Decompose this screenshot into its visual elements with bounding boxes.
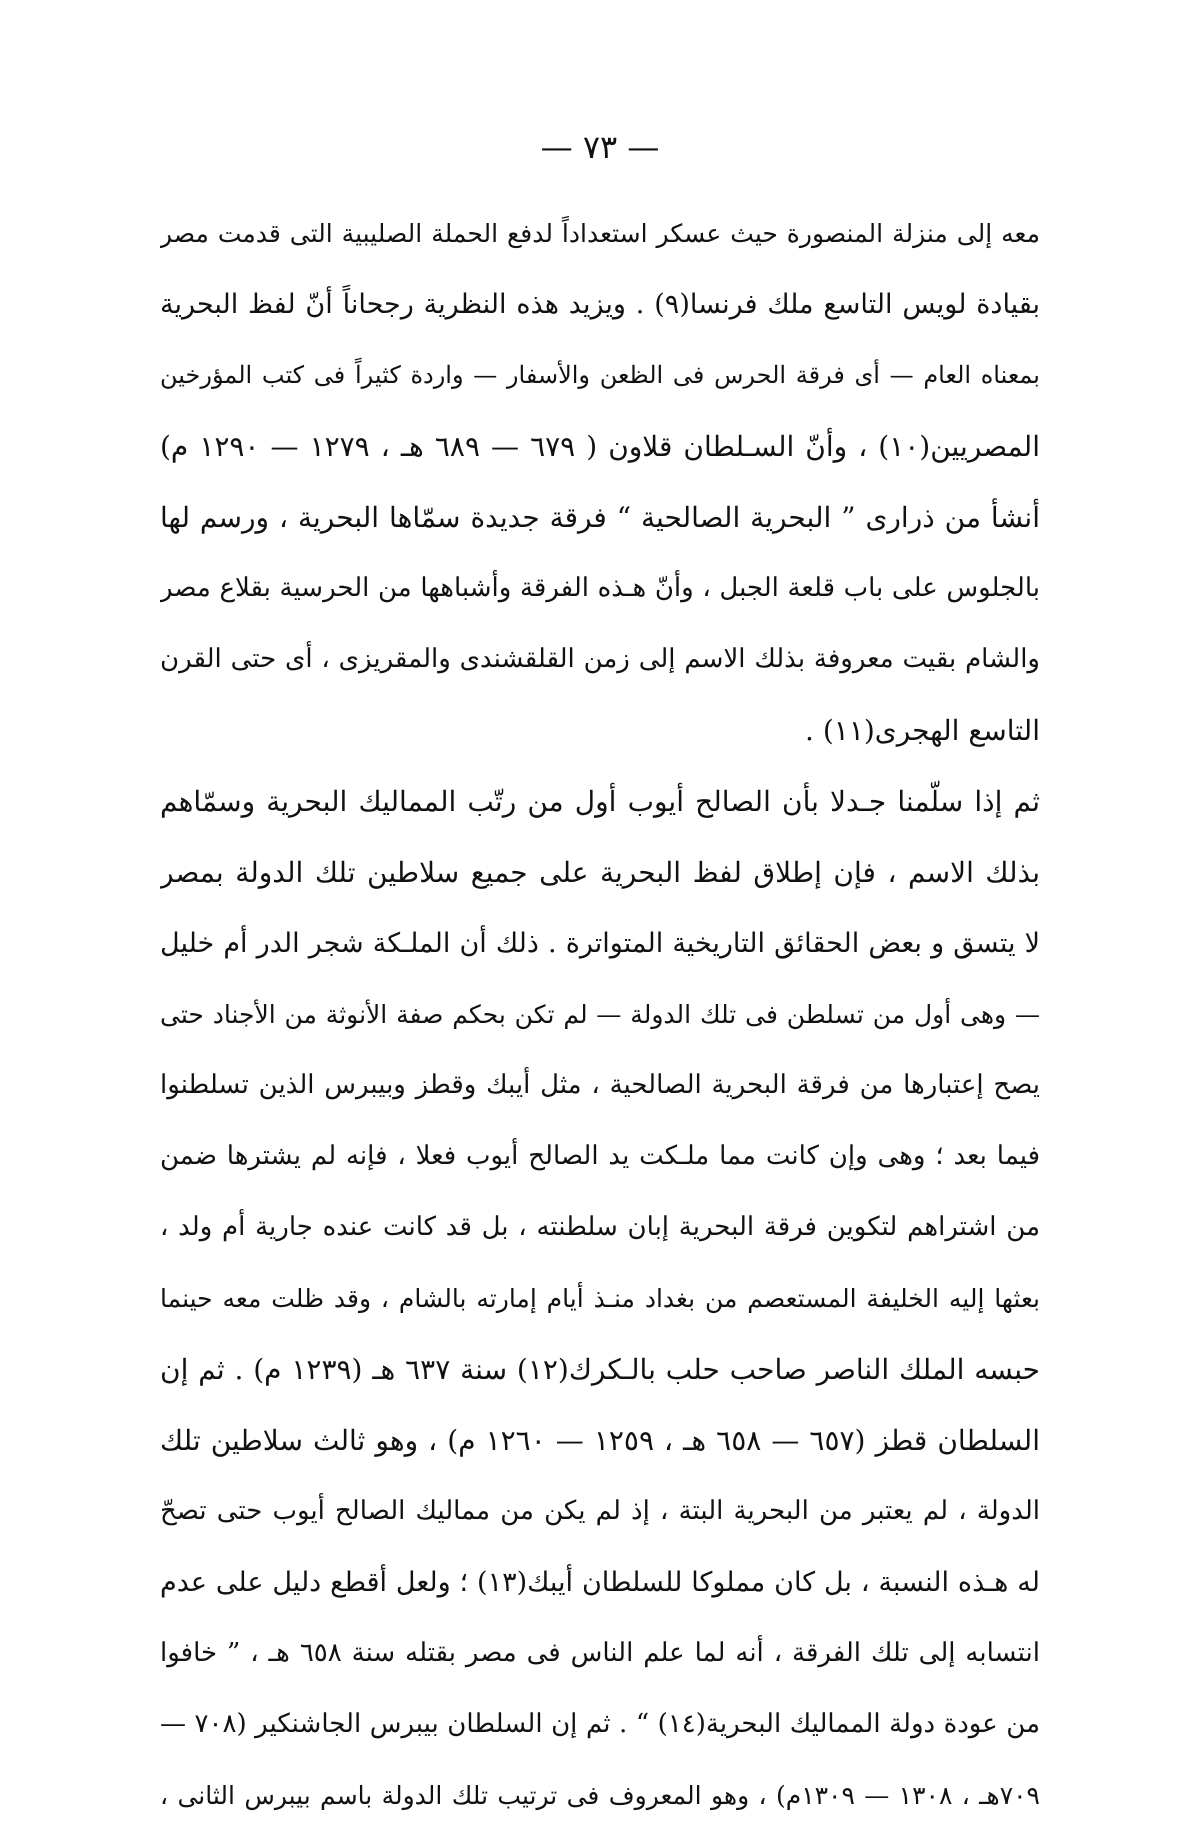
text-line: فيما بعد ؛ وهى وإن كانت مما ملـكت يد الصالح أيوب فعلا ، فإنه لم يشترها ضمن [160, 1141, 1040, 1171]
text-line: أنشأ من ذرارى ” البحرية الصالحية “ فرقة جديدة سمّاها البحرية ، ورسم لها [160, 501, 1040, 534]
text-line: انتسابه إلى تلك الفرقة ، أنه لما علم الناس فى مصر بقتله سنة ٦٥٨ هـ ، ” خافوا [160, 1638, 1040, 1668]
text-line: — وهى أول من تسلطن فى تلك الدولة — لم تكن بحكم صفة الأنوثة من الأجناد حتى [160, 1000, 1040, 1029]
text-line: بمعناه العام — أى فرقة الحرس فى الظعن والأسفار — واردة كثيراً فى كتب المؤرخين [160, 361, 1040, 389]
text-line: المصريين(١٠) ، وأنّ السـلطان قلاون ( ٦٧٩ — ٦٨٩ هـ ، ١٢٧٩ — ١٢٩٠ م) [160, 430, 1040, 463]
paragraph-1 [160, 198, 1040, 766]
text-line: ثم إذا سلّمنا جـدلا بأن الصالح أيوب أول من رتّب المماليك البحرية وسمّاهم [160, 785, 1040, 818]
text-line: ٧٠٩هـ ، ١٣٠٨ — ١٣٠٩م) ، وهو المعروف فى ترتيب تلك الدولة باسم بيبرس الثانى ، [160, 1781, 1040, 1810]
text-line: بعثها إليه الخليفة المستعصم من بغداد منـذ أيام إمارته بالشام ، وقد ظلت معه حينما [160, 1284, 1040, 1313]
text-line: الدولة ، لم يعتبر من البحرية البتة ، إذ لم يكن من مماليك الصالح أيوب حتى تصحّ [160, 1496, 1040, 1526]
text-line: السلطان قطز (٦٥٧ — ٦٥٨ هـ ، ١٢٥٩ — ١٢٦٠ م) ، وهو ثالث سلاطين تلك [160, 1424, 1040, 1457]
text-line: بالجلوس على باب قلعة الجبل ، وأنّ هـذه الفرقة وأشباهها من الحرسية بقلاع مصر [160, 573, 1040, 603]
text-line: لا يتسق و بعض الحقائق التاريخية المتواترة . ذلك أن الملـكة شجر الدر أم خليل [160, 928, 1040, 959]
text-line: من عودة دولة المماليك البحرية(١٤) “ . ثم إن السلطان بيبرس الجاشنكير (٧٠٨ — [160, 1709, 1040, 1739]
text-line: حبسه الملك الناصر صاحب حلب بالـكرك(١٢) سنة ٦٣٧ هـ (١٢٣٩ م) . ثم إن [160, 1353, 1040, 1386]
body-text [160, 198, 1040, 1831]
text-line: معه إلى منزلة المنصورة حيث عسكر استعداداً لدفع الحملة الصليبية التى قدمت مصر [160, 219, 1040, 248]
text-line: يصح إعتبارها من فرقة البحرية الصالحية ، مثل أيبك وقطز وبيبرس الذين تسلطنوا [160, 1070, 1040, 1100]
text-line: بقيادة لويس التاسع ملك فرنسا(٩) . ويزيد هذه النظرية رجحاناً أنّ لفظ البحرية [160, 289, 1040, 320]
text-line: من اشتراهم لتكوين فرقة البحرية إبان سلطنته ، بل قد كانت عنده جارية أم ولد ، [160, 1212, 1040, 1242]
text-line: له هـذه النسبة ، بل كان مملوكا للسلطان أيبك(١٣) ؛ ولعل أقطع دليل على عدم [160, 1567, 1040, 1598]
page-number: — ٧٣ — [540, 128, 660, 166]
paragraph-2 [160, 766, 1040, 1831]
text-line: التاسع الهجرى(١١) . [805, 714, 1040, 747]
text-line: بذلك الاسم ، فإن إطلاق لفظ البحرية على جميع سلاطين تلك الدولة بمصر [160, 856, 1040, 889]
text-line: والشام بقيت معروفة بذلك الاسم إلى زمن القلقشندى والمقريزى ، أى حتى القرن [160, 644, 1040, 674]
